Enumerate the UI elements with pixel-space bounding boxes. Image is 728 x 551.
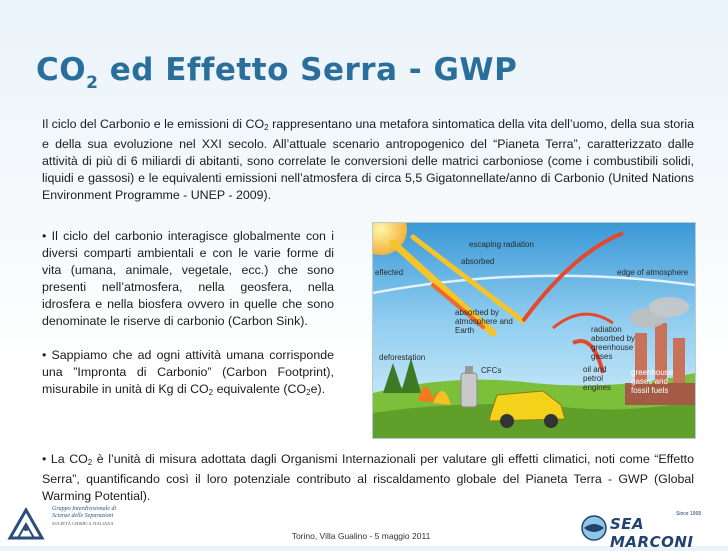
- label-absorbed: absorbed: [461, 257, 495, 266]
- footer-event-text: Torino, Villa Gualino - 5 maggio 2011: [291, 531, 431, 541]
- label-absorbed-by-atmosphere: absorbed by atmosphere and Earth: [455, 308, 513, 335]
- org-line-3: SOCIETÀ CHIMICA ITALIANA: [52, 521, 114, 526]
- gwp-paragraph: • La $CO_2$ è l’unità di misura adottata dagli Organismi Internazionali per valutare gli effetti climatici, noti come “Effetto Serra”, quantificando così il loro potenziale contributo al riscaldamento globale del Pianeta Terra - GWP (Global Warming Potential).: [42, 452, 694, 503]
- bullet-column: [42, 228, 334, 418]
- org-line-1: Gruppo Interdivisionale di: [52, 506, 117, 512]
- greenhouse-diagram-graphic: [373, 223, 695, 438]
- intro-paragraph: Il ciclo del Carbonio e le emissioni di $CO_2$ rappresentano una metafora sintomatica della vita dell’uomo, della sua storia e della sua evoluzione nel XXI secolo. All’attuale scenario antropogenico del “Pianeta Terra”, caratterizzato dalle attività di più di 6 miliardi di abitanti, sono correlate le conversioni delle matrici carboniose (come i combustibili solidi, liquidi e gassosi) e le equivalenti emissioni nell’atmosfera di circa 5,5 Gigatonnellate/anno di Carbonio (United Nations Environment Programme - UNEP - 2009).: [42, 117, 695, 202]
- bullet-carbon-footprint: • Sappiamo che ad ogni attività umana corrisponde una ”Impronta di Carbonio” (Carbon Footprint), misurabile in unità di Kg di $CO_2$ equivalente $(CO_2e)$.: [42, 348, 334, 397]
- slide-title: $CO_2$ ed Effetto Serra - GWP: [36, 52, 518, 93]
- label-cfcs: CFCs: [481, 366, 502, 375]
- org-line-2: Scienze delle Separazioni: [52, 513, 114, 519]
- greenhouse-effect-illustration: [372, 222, 696, 439]
- label-deforestation: deforestation: [379, 353, 426, 362]
- label-escaping-radiation: escaping radiation: [469, 240, 534, 249]
- label-oil-petrol-engines: oil and petrol engines: [583, 365, 612, 392]
- left-organization-name: [52, 506, 162, 527]
- label-edge-of-atmosphere: edge of atmosphere: [617, 268, 689, 277]
- label-greenhouse-gases: greenhouse gases and fossil fuels: [631, 368, 674, 395]
- since-1968-label: Since 1968: [676, 511, 702, 517]
- gss-logo-icon: [6, 506, 48, 542]
- label-reflected: eflected: [375, 268, 404, 277]
- label-radiation-absorbed: radiation absorbed by greenhouse gases: [591, 325, 636, 361]
- bullet-carbon-cycle: • Il ciclo del carbonio interagisce globalmente con i diversi comparti ambientali e con le varie forme di vita (umana, animale, vegetale, ecc.) che sono presenti nell’atmosfera, nella geosfera, nella idrosfera e nella biosfera ovvero in quelle che sono denominate le riserve di carbonio (Carbon Sink).: [42, 229, 334, 328]
- sea-marconi-brand: SEA MARCONI: [610, 515, 694, 551]
- sea-marconi-globe-icon: [580, 514, 608, 542]
